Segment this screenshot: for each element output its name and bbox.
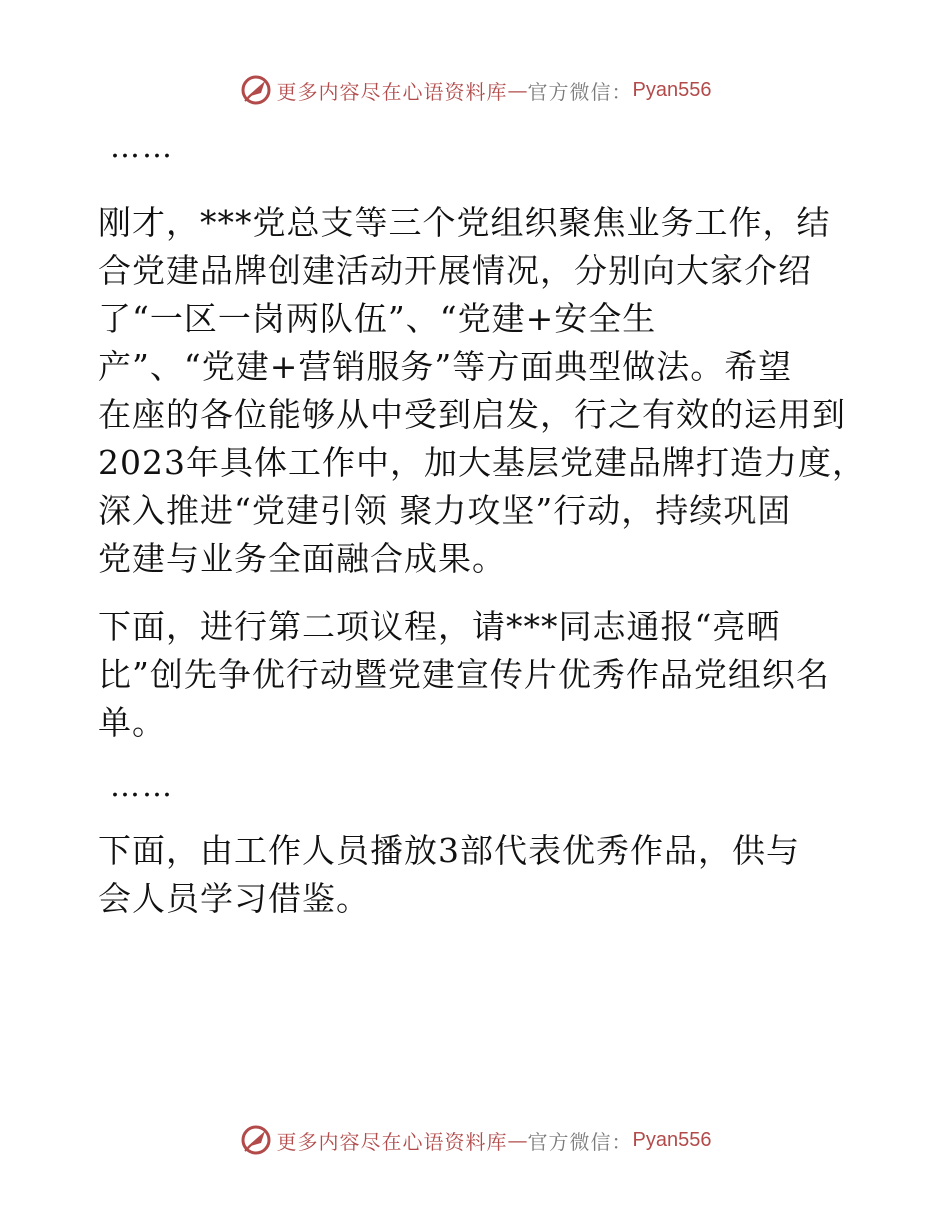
banner-dash: —: [507, 78, 528, 102]
paragraph-1: [98, 199, 866, 583]
header-watermark: [0, 70, 950, 110]
paragraph-line: 深入推进“党建引领 聚力攻坚”行动，持续巩固: [98, 491, 792, 530]
paragraph-line: 党建与业务全面融合成果。: [98, 539, 506, 578]
official-wechat-label: 官方微信：: [527, 1129, 633, 1154]
paragraph-line: 在座的各位能够从中受到启发，行之有效的运用到: [98, 395, 846, 434]
quill-logo-icon: [239, 1123, 273, 1157]
paragraph-line: 单。: [98, 703, 166, 742]
wechat-id: Pyan556: [632, 1128, 712, 1151]
footer-watermark: [0, 1120, 950, 1160]
ellipsis-1: ……: [110, 130, 174, 165]
banner-dash: —: [507, 1128, 528, 1152]
paragraph-line: 2023年具体工作中，加大基层党建品牌打造力度，: [98, 443, 866, 482]
paragraph-line: 下面，进行第二项议程，请***同志通报“亮晒: [98, 607, 781, 646]
official-wechat-label: 官方微信：: [527, 79, 633, 104]
paragraph-line: 产”、“党建+营销服务”等方面典型做法。希望: [98, 347, 793, 386]
paragraph-line: 会人员学习借鉴。: [98, 879, 370, 918]
paragraph-line: 下面，由工作人员播放3部代表优秀作品，供与: [98, 831, 800, 870]
paragraph-3: [98, 827, 858, 923]
quill-logo-icon: [239, 73, 273, 107]
paragraph-line: 合党建品牌创建活动开展情况，分别向大家介绍: [98, 251, 812, 290]
wechat-id: Pyan556: [632, 78, 712, 101]
brand-text: 更多内容尽在心语资料库: [276, 79, 508, 104]
paragraph-2: [98, 603, 858, 747]
document-body: [98, 128, 866, 923]
paragraph-line: 比”创先争优行动暨党建宣传片优秀作品党组织名: [98, 655, 830, 694]
paragraph-line: 了“一区一岗两队伍”、“党建+安全生: [98, 299, 657, 338]
paragraph-line: 刚才，***党总支等三个党组织聚焦业务工作，结: [98, 203, 831, 242]
ellipsis-2: ……: [110, 769, 174, 804]
brand-text: 更多内容尽在心语资料库: [276, 1129, 508, 1154]
